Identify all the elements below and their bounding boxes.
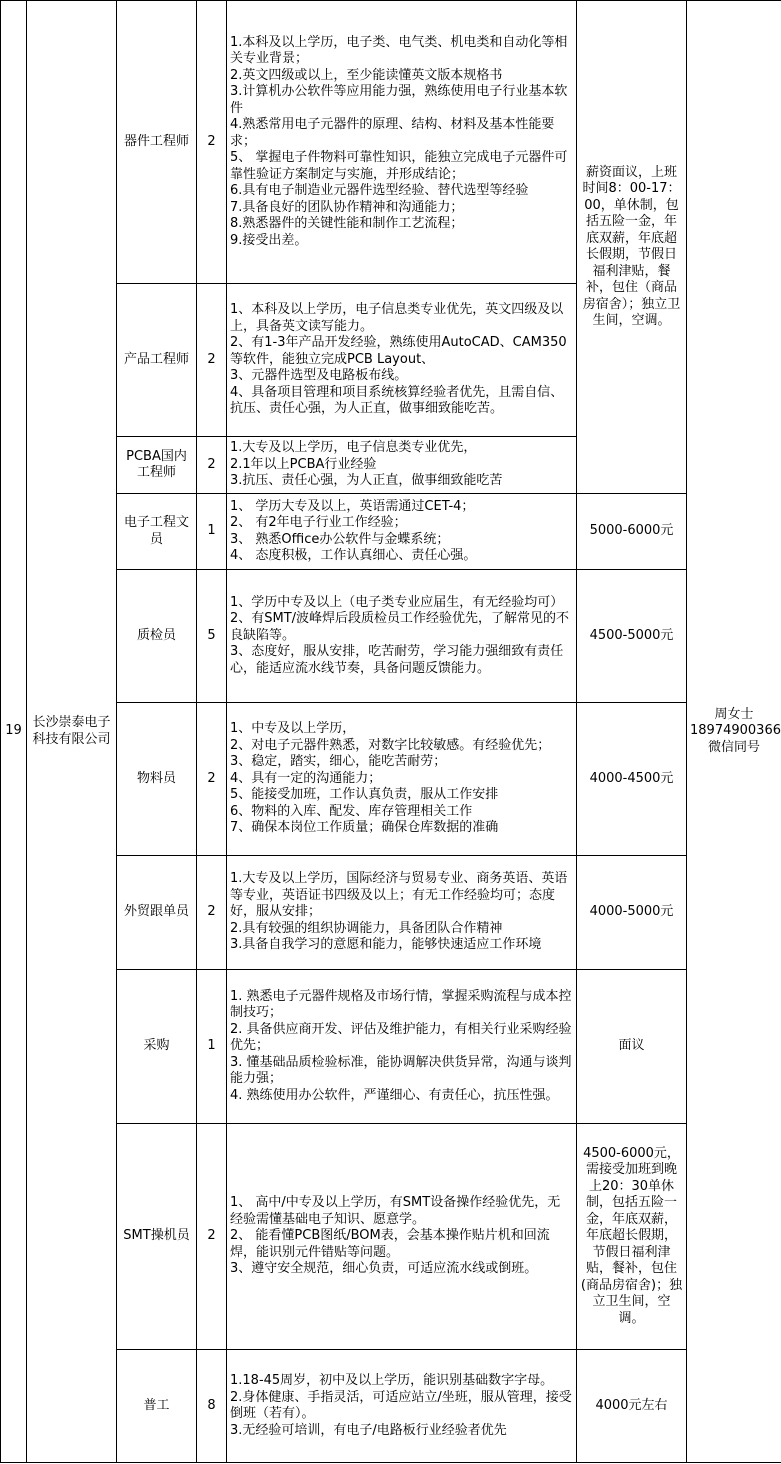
table-row [1,494,781,570]
job-requirements [227,856,577,970]
requirement-line: 4、具备项目管理和项目系统核算经验者优先，且需自信、抗压、责任心强，为人正直，做事细致能吃苦。 [230,384,564,417]
table-row [1,1124,781,1350]
requirement-line: 1.本科及以上学历，电子类、电气类、机电类和自动化等相关专业背景； [230,34,568,67]
requirement-line: 1、 高中/中专及以上学历，有SMT设备操作经验优先，无经验需懂基础电子知识、愿意学。 [230,1195,561,1227]
requirement-line: 5、 掌握电子件物料可靠性知识，能独立完成电子元器件可靠性验证方案制定与实施，并形成结论； [230,150,568,182]
table-row [1,970,781,1124]
job-title: 物料员 [117,703,197,856]
requirement-line: 3、 熟悉Office办公软件与金蝶系统； [230,531,450,547]
requirement-line: 1. 熟悉电子元器件规格及市场行情，掌握采购流程与成本控制技巧； [230,988,572,1021]
job-title: 外贸跟单员 [117,856,197,970]
job-requirements [227,437,577,494]
job-count: 2 [197,703,227,856]
job-count: 1 [197,494,227,570]
job-requirements [227,284,577,437]
table-row [1,703,781,856]
requirement-line: 6.具有电子制造业元器件选型经验、替代选型等经验 [230,183,529,199]
requirement-line: 1.大专及以上学历，国际经济与贸易专业、商务英语、英语等专业，英语证书四级及以上；有无工作经验均可；态度好，服从安排； [230,871,568,920]
requirement-line: 6、物料的入库、配发、库存管理相关工作 [230,803,473,819]
requirement-line: 2、有1-3年产品开发经验，熟练使用AutoCAD、CAM350等软件，能独立完成PCB Layout、 [230,335,567,367]
table-row [1,1350,781,1463]
row-number: 19 [1,1,27,1463]
job-count: 2 [197,1,227,284]
requirement-line: 1.18-45周岁，初中及以上学历，能识别基础数字字母。 [230,1373,554,1388]
pay-clerk: 5000-6000元 [577,494,687,570]
requirement-line: 3、稳定，踏实，细心，能吃苦耐劳； [230,754,447,770]
job-requirements [227,570,577,703]
contact-info [687,1,781,1463]
requirement-line: 2、有SMT/波峰焊后段质检员工作经验优先，了解常见的不良缺陷等。 [230,611,570,643]
job-title: 普工 [117,1350,197,1463]
table-row [1,570,781,703]
requirement-line: 7、确保本岗位工作质量；确保仓库数据的准确 [230,820,499,836]
requirement-line: 3.抗压、责任心强，为人正直，做事细致能吃苦 [230,473,503,489]
requirement-line: 1.大专及以上学历，电子信息类专业优先， [230,440,477,456]
requirement-line: 3、遵守安全规范，细心负责，可适应流水线或倒班。 [230,1261,538,1277]
requirement-line: 2.1年以上PCBA行业经验 [230,456,377,472]
table-row [1,856,781,970]
requirement-line: 2、对电子元器件熟悉，对数字比较敏感。有经验优先； [230,737,551,753]
requirement-line: 4.熟悉常用电子元器件的原理、结构、材料及基本性能要求； [230,117,555,149]
job-requirements [227,1,577,284]
requirement-line: 7.具备良好的团队协作精神和沟通能力； [230,199,464,215]
job-title: PCBA国内工程师 [117,437,197,494]
requirement-line: 1、 学历大专及以上，英语需通过CET-4； [230,498,475,514]
requirement-line: 3. 懂基础品质检验标准，能协调解决供货异常，沟通与谈判能力强； [230,1054,572,1087]
contact-wechat: 微信同号 [707,739,760,755]
pay-merchandiser: 4000-5000元 [577,856,687,970]
requirement-line: 8.熟悉器件的关键性能和制作工艺流程； [230,216,464,232]
job-title: 产品工程师 [117,284,197,437]
job-requirements [227,494,577,570]
job-title: SMT操机员 [117,1124,197,1350]
table-row [1,1,781,284]
job-requirements [227,970,577,1124]
requirement-line: 1、本科及以上学历，电子信息类专业优先，英文四级及以上，具备英文读写能力。 [230,302,564,334]
pay-smt: 4500-6000元，需接受加班到晚上20：30单休制，包括五险一金，年底双薪，年底超长假期，节假日福利津贴，餐补，包住(商品房宿舍)；独立卫生间，空调。 [577,1124,687,1350]
job-requirements [227,1124,577,1350]
requirement-line: 2.身体健康、手指灵活，可适应站立/坐班，服从管理，接受倒班（若有）。 [230,1389,572,1421]
requirement-line: 2、 有2年电子行业工作经验； [230,515,407,530]
requirement-line: 3、态度好，服从安排，吃苦耐劳，学习能力强细致有责任心，能适应流水线节奏，具备问题反馈能力。 [230,644,564,676]
requirement-line: 2. 具备供应商开发、评估及维护能力，有相关行业采购经验优先； [230,1021,572,1054]
job-requirements [227,1350,577,1463]
job-count: 2 [197,284,227,437]
job-count: 1 [197,970,227,1124]
requirement-line: 3.计算机办公软件等应用能力强，熟练使用电子行业基本软件 [230,84,568,116]
job-title: 器件工程师 [117,1,197,284]
requirement-line: 1、中专及以上学历， [230,721,356,737]
contact-name: 周女士 [714,706,754,722]
requirement-line: 2.具有较强的组织协调能力，具备团队合作精神 [230,920,503,936]
job-count: 5 [197,570,227,703]
requirement-line: 4、 态度积极，工作认真细心、责任心强。 [230,548,477,563]
job-count: 8 [197,1350,227,1463]
requirement-line: 3、元器件选型及电路板布线。 [230,368,408,384]
requirement-line: 4、具有一定的沟通能力； [230,770,382,786]
requirement-line: 2、 能看懂PCB图纸/BOM表，会基本操作贴片机和回流焊，能识别元件错贴等问题。 [230,1228,550,1260]
job-count: 2 [197,437,227,494]
requirement-line: 4. 熟练使用办公软件，严谨细心、有责任心，抗压性强。 [230,1087,559,1103]
requirement-line: 3.无经验可培训，有电子/电路板行业经验者优先 [230,1422,507,1438]
pay-material: 4000-4500元 [577,703,687,856]
pay-inspector: 4500-5000元 [577,570,687,703]
job-title: 电子工程文员 [117,494,197,570]
requirement-line: 5、能接受加班，工作认真负责，服从工作安排 [230,787,499,803]
pay-purchasing: 面议 [577,970,687,1124]
job-count: 2 [197,856,227,970]
requirement-line: 1、学历中专及以上（电子类专业应届生，有无经验均可） [230,594,564,610]
company-name: 长沙崇泰电子科技有限公司 [27,1,117,1463]
requirement-line: 9.接受出差。 [230,232,308,248]
job-requirements [227,703,577,856]
requirement-line: 3.具备自我学习的意愿和能力，能够快速适应工作环境 [230,937,542,953]
pay-engineers: 薪资面议，上班时间8：00-17：00，单休制，包括五险一金，年底双薪，年底超长假期，节假日福利津贴，餐补，包住（商品房宿舍）；独立卫生间，空调。 [577,1,687,494]
job-title: 采购 [117,970,197,1124]
contact-phone: 18974900366 [690,723,781,739]
pay-worker: 4000元左右 [577,1350,687,1463]
requirement-line: 2.英文四级或以上，至少能读懂英文版本规格书 [230,67,503,83]
job-count: 2 [197,1124,227,1350]
job-title: 质检员 [117,570,197,703]
